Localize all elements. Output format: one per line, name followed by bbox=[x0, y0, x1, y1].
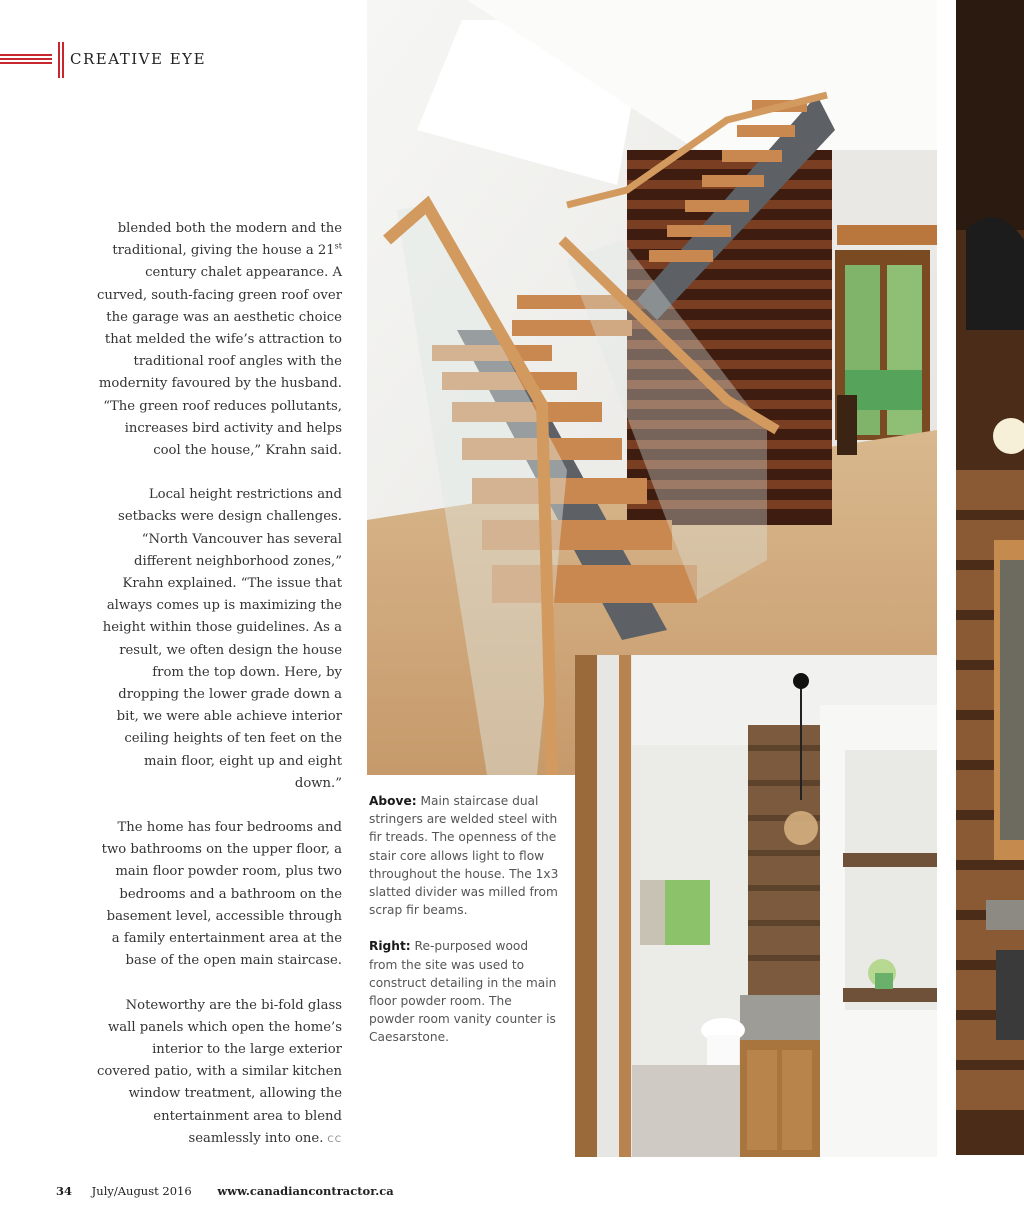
website-link[interactable]: www.canadiancontractor.ca bbox=[217, 1184, 394, 1198]
end-mark: CC bbox=[327, 1134, 342, 1145]
caption-above: Above: Main staircase dual stringers are welded steel with fir treads. The openness of the stair core allows light to flow throughout the house. The 1x3 slatted divider was milled from scrap fir beams. bbox=[369, 794, 559, 918]
article-body bbox=[96, 218, 342, 1173]
caption-right: Right: Re-purposed wood from the site was used to construct detailing in the main floor powder room. The powder room vanity counter is Caesarstone. bbox=[369, 939, 557, 1045]
header-rule-bar bbox=[58, 42, 64, 78]
section-title: CREATIVE EYE bbox=[70, 50, 207, 68]
powder-room-illustration bbox=[575, 655, 937, 1157]
page-footer bbox=[56, 1184, 394, 1198]
kitchen-photo-edge bbox=[956, 0, 1024, 1155]
photo-captions bbox=[369, 792, 559, 1065]
kitchen-illustration bbox=[956, 0, 1024, 1155]
header-rule-lines bbox=[0, 54, 52, 66]
section-header bbox=[0, 42, 260, 82]
article-paragraph-3: The home has four bedrooms and two bathrooms on the upper floor, a main floor powder room, plus two bedrooms and a bathroom on the basement level, accessible through a family entertainment area at the base of the open main staircase. bbox=[101, 820, 342, 969]
article-paragraph-4: Noteworthy are the bi-fold glass wall panels which open the home’s interior to the large exterior covered patio, with a similar kitchen window treatment, allowing the entertainment area to blend seamlessly into one. CC bbox=[97, 997, 342, 1146]
page-number: 34 bbox=[56, 1184, 73, 1198]
article-paragraph-1: blended both the modern and the traditional, giving the house a 21st century chalet appearance. A curved, south-facing green roof over the garage was an aesthetic choice that melded the wife’s attraction to traditional roof angles with the modernity favoured by the husband. “The green roof reduces pollutants, increases bird activity and helps cool the house,” Krahn said. bbox=[97, 221, 342, 459]
issue-date: July/August 2016 bbox=[91, 1184, 192, 1198]
article-paragraph-2: Local height restrictions and setbacks were design challenges. “North Vancouver has several different neighborhood zones,” Krahn explained. “The issue that always comes up is maximizing the height within those guidelines. As a result, we often design the house from the top down. Here, by dropping the lower grade down a bit, we were able achieve interior ceiling heights of ten feet on the main floor, eight up and eight down.” bbox=[102, 487, 342, 791]
powder-room-photo bbox=[575, 655, 937, 1157]
reclaimed-wood-wall bbox=[748, 725, 820, 1005]
